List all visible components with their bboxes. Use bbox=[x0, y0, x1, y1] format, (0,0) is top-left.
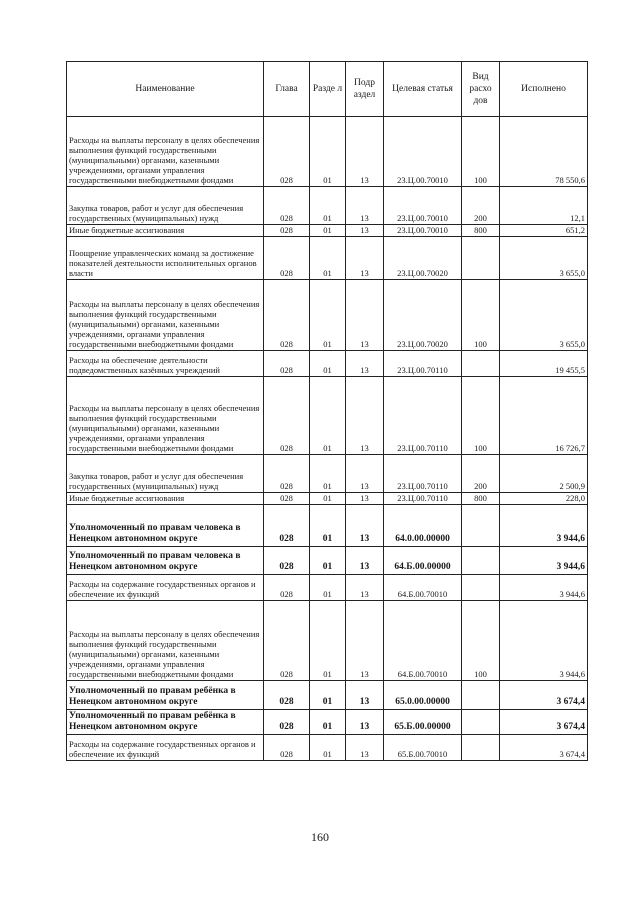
row-value: 228,0 bbox=[500, 493, 588, 505]
table-row bbox=[67, 601, 588, 681]
table-row bbox=[67, 575, 588, 601]
row-podrazdel: 13 bbox=[346, 455, 384, 493]
header-vid: Вид расхо дов bbox=[462, 62, 500, 117]
row-article: 64.Б.00.70010 bbox=[384, 575, 462, 601]
row-glava: 028 bbox=[264, 237, 310, 280]
row-article: 23.Ц.00.70010 bbox=[384, 225, 462, 237]
row-name: Уполномоченный по правам ребёнка в Ненецком автономном округе bbox=[67, 681, 264, 710]
row-article: 23.Ц.00.70020 bbox=[384, 237, 462, 280]
table-row bbox=[67, 493, 588, 505]
row-name: Расходы на содержание государственных органов и обеспечение их функций bbox=[67, 735, 264, 761]
row-value: 19 455,5 bbox=[500, 351, 588, 377]
row-value: 78 550,6 bbox=[500, 117, 588, 187]
row-vid bbox=[462, 575, 500, 601]
row-value: 3 655,0 bbox=[500, 280, 588, 351]
row-vid bbox=[462, 237, 500, 280]
row-podrazdel: 13 bbox=[346, 280, 384, 351]
budget-table bbox=[66, 61, 588, 761]
row-glava: 028 bbox=[264, 455, 310, 493]
row-article: 64.Б.00.70010 bbox=[384, 601, 462, 681]
row-razdel: 01 bbox=[310, 117, 346, 187]
row-glava: 028 bbox=[264, 187, 310, 225]
row-glava: 028 bbox=[264, 575, 310, 601]
header-name: Наименование bbox=[67, 62, 264, 117]
row-article: 23.Ц.00.70020 bbox=[384, 280, 462, 351]
row-podrazdel: 13 bbox=[346, 117, 384, 187]
row-vid bbox=[462, 547, 500, 575]
row-name: Расходы на выплаты персоналу в целях обеспечения выполнения функций государственными (муниципальными) органами, казенными учреждениями, органами управления государственными внебюджетными фондами bbox=[67, 601, 264, 681]
row-value: 12,1 bbox=[500, 187, 588, 225]
row-vid bbox=[462, 681, 500, 710]
row-vid bbox=[462, 710, 500, 735]
row-razdel: 01 bbox=[310, 455, 346, 493]
row-glava: 028 bbox=[264, 735, 310, 761]
row-value: 3 944,6 bbox=[500, 575, 588, 601]
row-podrazdel: 13 bbox=[346, 505, 384, 547]
row-podrazdel: 13 bbox=[346, 187, 384, 225]
row-podrazdel: 13 bbox=[346, 225, 384, 237]
row-glava: 028 bbox=[264, 225, 310, 237]
table-header-row bbox=[67, 62, 588, 117]
row-value: 3 944,6 bbox=[500, 547, 588, 575]
row-vid bbox=[462, 351, 500, 377]
row-glava: 028 bbox=[264, 117, 310, 187]
header-razdel: Разде л bbox=[310, 62, 346, 117]
row-name: Поощрение управленческих команд за достижение показателей деятельности исполнительных органов власти bbox=[67, 237, 264, 280]
table-row bbox=[67, 280, 588, 351]
row-name: Расходы на выплаты персоналу в целях обеспечения выполнения функций государственными (муниципальными) органами, казенными учреждениями, органами управления государственными внебюджетными фондами bbox=[67, 280, 264, 351]
row-podrazdel: 13 bbox=[346, 735, 384, 761]
row-vid: 100 bbox=[462, 377, 500, 455]
table-row bbox=[67, 225, 588, 237]
row-glava: 028 bbox=[264, 505, 310, 547]
table-row bbox=[67, 187, 588, 225]
row-podrazdel: 13 bbox=[346, 377, 384, 455]
row-vid: 200 bbox=[462, 187, 500, 225]
row-podrazdel: 13 bbox=[346, 351, 384, 377]
row-podrazdel: 13 bbox=[346, 493, 384, 505]
row-glava: 028 bbox=[264, 493, 310, 505]
row-article: 65.0.00.00000 bbox=[384, 681, 462, 710]
header-glava: Глава bbox=[264, 62, 310, 117]
row-podrazdel: 13 bbox=[346, 547, 384, 575]
row-vid bbox=[462, 735, 500, 761]
table-row bbox=[67, 681, 588, 710]
row-razdel: 01 bbox=[310, 225, 346, 237]
row-razdel: 01 bbox=[310, 187, 346, 225]
row-podrazdel: 13 bbox=[346, 601, 384, 681]
row-glava: 028 bbox=[264, 280, 310, 351]
table-row bbox=[67, 237, 588, 280]
row-value: 2 500,9 bbox=[500, 455, 588, 493]
row-article: 64.0.00.00000 bbox=[384, 505, 462, 547]
row-razdel: 01 bbox=[310, 505, 346, 547]
row-name: Закупка товаров, работ и услуг для обеспечения государственных (муниципальных) нужд bbox=[67, 455, 264, 493]
row-value: 3 674,4 bbox=[500, 735, 588, 761]
row-value: 3 655,0 bbox=[500, 237, 588, 280]
row-razdel: 01 bbox=[310, 735, 346, 761]
row-article: 23.Ц.00.70110 bbox=[384, 493, 462, 505]
row-razdel: 01 bbox=[310, 377, 346, 455]
row-name: Уполномоченный по правам человека в Ненецком автономном округе bbox=[67, 505, 264, 547]
row-name: Уполномоченный по правам ребёнка в Ненецком автономном округе bbox=[67, 710, 264, 735]
row-name: Расходы на выплаты персоналу в целях обеспечения выполнения функций государственными (муниципальными) органами, казенными учреждениями, органами управления государственными внебюджетными фондами bbox=[67, 377, 264, 455]
row-razdel: 01 bbox=[310, 681, 346, 710]
row-vid: 100 bbox=[462, 601, 500, 681]
row-article: 23.Ц.00.70010 bbox=[384, 187, 462, 225]
row-razdel: 01 bbox=[310, 601, 346, 681]
row-name: Уполномоченный по правам человека в Ненецком автономном округе bbox=[67, 547, 264, 575]
row-value: 16 726,7 bbox=[500, 377, 588, 455]
row-article: 23.Ц.00.70010 bbox=[384, 117, 462, 187]
row-glava: 028 bbox=[264, 351, 310, 377]
row-value: 3 674,4 bbox=[500, 681, 588, 710]
row-vid: 100 bbox=[462, 117, 500, 187]
row-razdel: 01 bbox=[310, 575, 346, 601]
table-row bbox=[67, 377, 588, 455]
row-name: Расходы на обеспечение деятельности подведомственных казённых учреждений bbox=[67, 351, 264, 377]
row-podrazdel: 13 bbox=[346, 237, 384, 280]
table-row bbox=[67, 735, 588, 761]
row-vid: 200 bbox=[462, 455, 500, 493]
row-razdel: 01 bbox=[310, 237, 346, 280]
row-article: 65.Б.00.00000 bbox=[384, 710, 462, 735]
row-name: Закупка товаров, работ и услуг для обеспечения государственных (муниципальных) нужд bbox=[67, 187, 264, 225]
row-value: 3 944,6 bbox=[500, 601, 588, 681]
row-podrazdel: 13 bbox=[346, 575, 384, 601]
header-done: Исполнено bbox=[500, 62, 588, 117]
row-razdel: 01 bbox=[310, 493, 346, 505]
row-razdel: 01 bbox=[310, 710, 346, 735]
row-article: 65.Б.00.70010 bbox=[384, 735, 462, 761]
row-glava: 028 bbox=[264, 377, 310, 455]
row-article: 23.Ц.00.70110 bbox=[384, 455, 462, 493]
row-article: 23.Ц.00.70110 bbox=[384, 351, 462, 377]
row-podrazdel: 13 bbox=[346, 710, 384, 735]
row-value: 3 674,4 bbox=[500, 710, 588, 735]
row-name: Иные бюджетные ассигнования bbox=[67, 225, 264, 237]
page-number: 160 bbox=[311, 830, 329, 844]
row-vid: 800 bbox=[462, 225, 500, 237]
row-name: Расходы на выплаты персоналу в целях обеспечения выполнения функций государственными (муниципальными) органами, казенными учреждениями, органами управления государственными внебюджетными фондами bbox=[67, 117, 264, 187]
row-article: 23.Ц.00.70110 bbox=[384, 377, 462, 455]
table-row bbox=[67, 547, 588, 575]
table-row bbox=[67, 505, 588, 547]
row-glava: 028 bbox=[264, 710, 310, 735]
table-row bbox=[67, 351, 588, 377]
row-podrazdel: 13 bbox=[346, 681, 384, 710]
table-row bbox=[67, 117, 588, 187]
row-name: Расходы на содержание государственных органов и обеспечение их функций bbox=[67, 575, 264, 601]
row-glava: 028 bbox=[264, 601, 310, 681]
row-razdel: 01 bbox=[310, 547, 346, 575]
row-value: 651,2 bbox=[500, 225, 588, 237]
header-podrazdel: Подр аздел bbox=[346, 62, 384, 117]
row-vid: 100 bbox=[462, 280, 500, 351]
row-article: 64.Б.00.00000 bbox=[384, 547, 462, 575]
table-row bbox=[67, 455, 588, 493]
row-value: 3 944,6 bbox=[500, 505, 588, 547]
row-glava: 028 bbox=[264, 547, 310, 575]
row-glava: 028 bbox=[264, 681, 310, 710]
header-article: Целевая статья bbox=[384, 62, 462, 117]
row-vid: 800 bbox=[462, 493, 500, 505]
table-row bbox=[67, 710, 588, 735]
row-vid bbox=[462, 505, 500, 547]
row-name: Иные бюджетные ассигнования bbox=[67, 493, 264, 505]
row-razdel: 01 bbox=[310, 351, 346, 377]
row-razdel: 01 bbox=[310, 280, 346, 351]
